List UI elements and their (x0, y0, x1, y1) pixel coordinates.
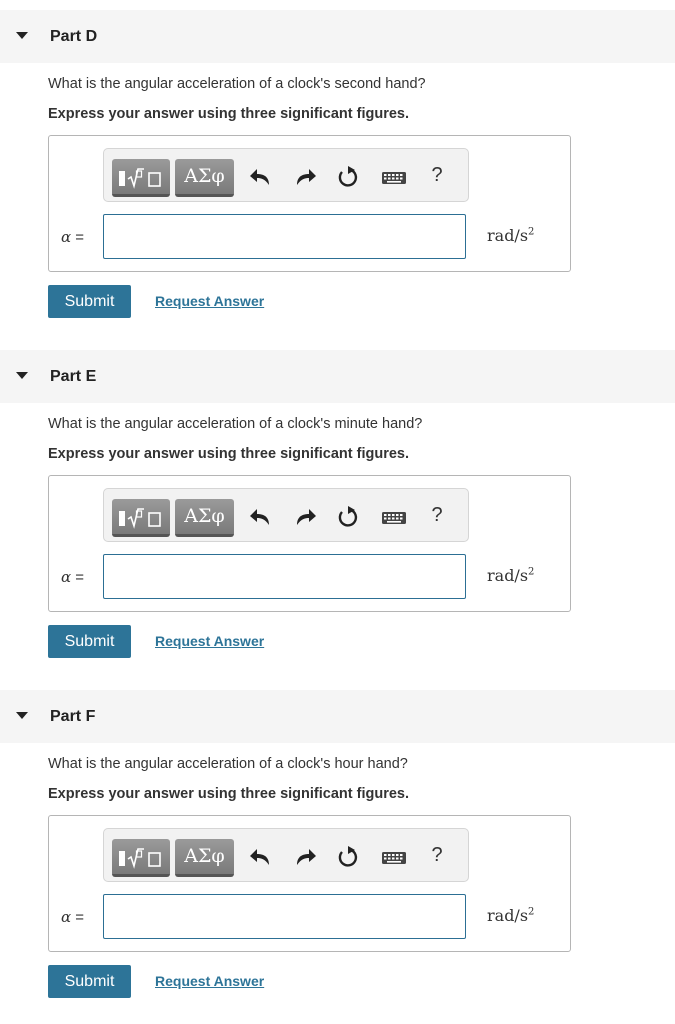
keyboard-icon[interactable] (381, 165, 407, 189)
reset-icon[interactable] (334, 165, 360, 189)
greek-symbols-button[interactable]: ΑΣφ (175, 159, 234, 197)
instruction-text: Express your answer using three significant figures. (48, 106, 409, 122)
reset-icon[interactable] (334, 505, 360, 529)
answer-box (48, 135, 571, 272)
reset-icon[interactable] (334, 845, 360, 869)
submit-button[interactable]: Submit (48, 965, 131, 998)
units-base: rad/s (487, 226, 529, 245)
undo-icon[interactable] (248, 505, 274, 529)
greek-symbols-button[interactable]: ΑΣφ (175, 499, 234, 537)
caret-down-icon[interactable] (16, 372, 28, 379)
units-base: rad/s (487, 566, 529, 585)
part-section (0, 680, 675, 1020)
part-title: Part D (50, 28, 98, 45)
request-answer-link[interactable]: Request Answer (155, 293, 265, 309)
equals-sign: = (71, 909, 85, 926)
equals-sign: = (71, 569, 85, 586)
part-header[interactable] (0, 10, 675, 63)
caret-down-icon[interactable] (16, 32, 28, 39)
variable-symbol: α (61, 568, 72, 586)
answer-input[interactable] (103, 894, 466, 939)
templates-radical-icon (118, 507, 164, 529)
redo-icon[interactable] (292, 845, 318, 869)
undo-icon[interactable] (248, 165, 274, 189)
question-text: What is the angular acceleration of a clock's hour hand? (48, 756, 408, 772)
keyboard-icon[interactable] (381, 505, 407, 529)
greek-symbols-button[interactable]: ΑΣφ (175, 839, 234, 877)
help-button[interactable]: ? (431, 164, 443, 186)
variable-label (61, 568, 84, 586)
math-toolbar (103, 148, 469, 202)
units-exponent: 2 (528, 906, 535, 918)
templates-button[interactable] (112, 159, 170, 197)
units-label (487, 906, 534, 925)
answer-box (48, 815, 571, 952)
units-exponent: 2 (528, 566, 535, 578)
submit-button[interactable]: Submit (48, 625, 131, 658)
question-text: What is the angular acceleration of a clock's minute hand? (48, 416, 423, 432)
variable-symbol: α (61, 908, 72, 926)
math-toolbar (103, 488, 469, 542)
equals-sign: = (71, 229, 85, 246)
instruction-text: Express your answer using three significant figures. (48, 446, 409, 462)
variable-symbol: α (61, 228, 72, 246)
part-title: Part E (50, 368, 97, 385)
part-section (0, 0, 675, 340)
templates-radical-icon (118, 847, 164, 869)
units-exponent: 2 (528, 226, 535, 238)
math-toolbar (103, 828, 469, 882)
undo-icon[interactable] (248, 845, 274, 869)
request-answer-link[interactable]: Request Answer (155, 973, 265, 989)
variable-label (61, 908, 84, 926)
redo-icon[interactable] (292, 505, 318, 529)
units-label (487, 566, 534, 585)
keyboard-icon[interactable] (381, 845, 407, 869)
redo-icon[interactable] (292, 165, 318, 189)
answer-input[interactable] (103, 554, 466, 599)
answer-box (48, 475, 571, 612)
answer-input[interactable] (103, 214, 466, 259)
request-answer-link[interactable]: Request Answer (155, 633, 265, 649)
part-header[interactable] (0, 690, 675, 743)
variable-label (61, 228, 84, 246)
units-base: rad/s (487, 906, 529, 925)
templates-button[interactable] (112, 499, 170, 537)
part-title: Part F (50, 708, 96, 725)
templates-radical-icon (118, 167, 164, 189)
submit-button[interactable]: Submit (48, 285, 131, 318)
caret-down-icon[interactable] (16, 712, 28, 719)
part-section (0, 340, 675, 680)
help-button[interactable]: ? (431, 504, 443, 526)
part-header[interactable] (0, 350, 675, 403)
instruction-text: Express your answer using three significant figures. (48, 786, 409, 802)
question-text: What is the angular acceleration of a clock's second hand? (48, 76, 426, 92)
help-button[interactable]: ? (431, 844, 443, 866)
templates-button[interactable] (112, 839, 170, 877)
units-label (487, 226, 534, 245)
